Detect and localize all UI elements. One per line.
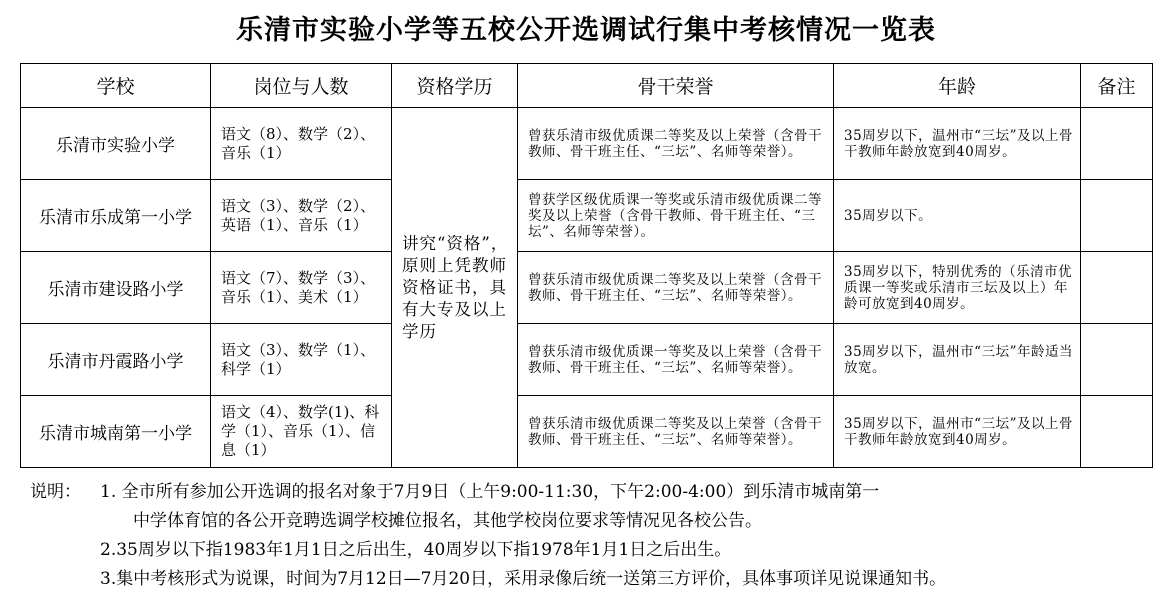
- table-row: [21, 324, 1153, 396]
- qualification-cell: 讲究“资格”，原则上凭教师资格证书，具有大专及以上学历: [392, 108, 518, 468]
- posts-cell: 语文（7）、数学（3）、音乐（1）、美术（1）: [211, 252, 392, 324]
- school-name: 乐清市丹霞路小学: [21, 324, 211, 396]
- table-row: [21, 396, 1153, 468]
- posts-cell: 语文（8）、数学（2）、音乐（1）: [211, 108, 392, 180]
- remarks-cell: [1081, 180, 1153, 252]
- table-row: [21, 180, 1153, 252]
- page-title: 乐清市实验小学等五校公开选调试行集中考核情况一览表: [236, 15, 936, 46]
- note-item-3: [30, 565, 1160, 594]
- school-name: 乐清市乐成第一小学: [21, 180, 211, 252]
- school-name: 乐清市实验小学: [21, 108, 211, 180]
- header-posts: 岗位与人数: [211, 64, 392, 108]
- header-honors: 骨干荣誉: [518, 64, 834, 108]
- note-item-1-continuation: [30, 507, 1160, 536]
- notes-prefix: 说明：: [30, 482, 81, 502]
- age-cell: 35周岁以下。: [834, 180, 1081, 252]
- remarks-cell: [1081, 324, 1153, 396]
- note-item-1-line-2: 中学体育馆的各公开竞聘选调学校摊位报名，其他学校岗位要求等情况见各校公告。: [133, 511, 762, 531]
- school-name: 乐清市建设路小学: [21, 252, 211, 324]
- school-name: 乐清市城南第一小学: [21, 396, 211, 468]
- age-cell: 35周岁以下，温州市“三坛”年龄适当放宽。: [834, 324, 1081, 396]
- remarks-cell: [1081, 252, 1153, 324]
- note-item-2-text: 2.35周岁以下指1983年1月1日之后出生，40周岁以下指1978年1月1日之后出生。: [100, 540, 732, 560]
- notes-section: [30, 478, 1160, 594]
- table-row: [21, 108, 1153, 180]
- table-row: [21, 252, 1153, 324]
- remarks-cell: [1081, 108, 1153, 180]
- honors-cell: 曾获乐清市级优质课二等奖及以上荣誉（含骨干教师、骨干班主任、“三坛”、名师等荣誉）。: [518, 396, 834, 468]
- header-age: 年龄: [834, 64, 1081, 108]
- selection-table: [20, 63, 1153, 468]
- posts-cell: 语文（3）、数学（2）、英语（1）、音乐（1）: [211, 180, 392, 252]
- honors-cell: 曾获学区级优质课一等奖或乐清市级优质课二等奖及以上荣誉（含骨干教师、骨干班主任、“三坛”、名师等荣誉）。: [518, 180, 834, 252]
- honors-cell: 曾获乐清市级优质课二等奖及以上荣誉（含骨干教师、骨干班主任、“三坛”、名师等荣誉）。: [518, 108, 834, 180]
- posts-cell: 语文（4）、数学(1)、科学（1）、音乐（1）、信息（1）: [211, 396, 392, 468]
- table-header-row: [21, 64, 1153, 108]
- honors-cell: 曾获乐清市级优质课一等奖及以上荣誉（含骨干教师、骨干班主任、“三坛”、名师等荣誉）。: [518, 324, 834, 396]
- note-item-1-line-1: 1. 全市所有参加公开选调的报名对象于7月9日（上午9:00-11:30，下午2:00-4:00）到乐清市城南第一: [100, 482, 880, 502]
- posts-cell: 语文（3）、数学（1）、科学（1）: [211, 324, 392, 396]
- header-school: 学校: [21, 64, 211, 108]
- age-cell: 35周岁以下，温州市“三坛”及以上骨干教师年龄放宽到40周岁。: [834, 108, 1081, 180]
- remarks-cell: [1081, 396, 1153, 468]
- note-item-1: [30, 478, 1160, 507]
- note-item-3-text: 3.集中考核形式为说课，时间为7月12日—7月20日，采用录像后统一送第三方评价，具体事项详见说课通知书。: [100, 569, 947, 589]
- honors-cell: 曾获乐清市级优质课二等奖及以上荣誉（含骨干教师、骨干班主任、“三坛”、名师等荣誉）。: [518, 252, 834, 324]
- header-remarks: 备注: [1081, 64, 1153, 108]
- note-item-2: [30, 536, 1160, 565]
- age-cell: 35周岁以下，特别优秀的（乐清市优质课一等奖或乐清市三坛及以上）年龄可放宽到40周岁。: [834, 252, 1081, 324]
- age-cell: 35周岁以下，温州市“三坛”及以上骨干教师年龄放宽到40周岁。: [834, 396, 1081, 468]
- header-qualification: 资格学历: [392, 64, 518, 108]
